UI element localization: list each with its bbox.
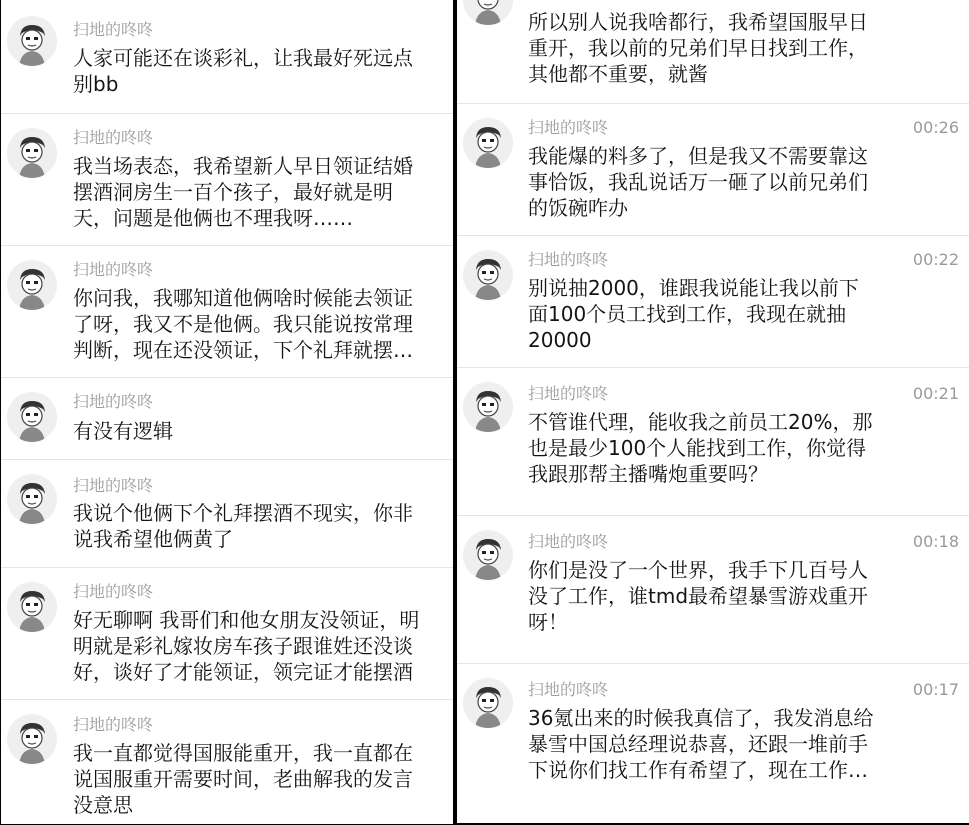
comment-line: 人家可能还在谈彩礼，让我最好死远点 xyxy=(73,46,413,70)
comment-text xyxy=(73,607,419,685)
timestamp: 00:18 xyxy=(912,532,959,551)
user-avatar[interactable] xyxy=(7,392,57,442)
comment-line: 重开，我以前的兄弟们早日找到工作， xyxy=(528,36,868,60)
user-avatar[interactable] xyxy=(7,582,57,632)
comment-line: 20000 xyxy=(528,328,592,352)
username[interactable]: 扫地的咚咚 xyxy=(528,680,609,699)
comment-text xyxy=(73,45,413,97)
comment-item[interactable] xyxy=(457,236,969,368)
comment-item[interactable] xyxy=(1,0,453,114)
comment-line: 下说你们找工作有希望了，现在工作… xyxy=(528,758,868,782)
user-avatar[interactable] xyxy=(463,250,513,300)
comment-text xyxy=(528,9,868,87)
comment-line: 我跟那帮主播嘴炮重要吗？ xyxy=(528,462,768,486)
comment-line: 的饭碗咋办 xyxy=(528,196,628,220)
comment-line: 我说个他俩下个礼拜摆酒不现实，你非 xyxy=(73,501,413,525)
comment-line: 好，谈好了才能领证，领完证才能摆酒 xyxy=(73,660,413,684)
user-avatar[interactable] xyxy=(7,16,57,66)
comment-line: 事恰饭，我乱说话万一砸了以前兄弟们 xyxy=(528,170,868,194)
comment-line: 好无聊啊 我哥们和他女朋友没领证，明 xyxy=(73,608,420,632)
comment-line: 我能爆的料多了，但是我又不需要靠这 xyxy=(528,144,868,168)
username[interactable]: 扫地的咚咚 xyxy=(528,532,609,551)
comment-line: 了呀，我又不是他俩。我只能说按常理 xyxy=(73,312,413,336)
left-comment-panel[interactable] xyxy=(1,0,453,824)
comment-text xyxy=(528,409,872,487)
comment-text xyxy=(73,285,413,363)
user-avatar[interactable] xyxy=(7,128,57,178)
comment-text xyxy=(73,153,413,231)
comment-line: 天，问题是他俩也不理我呀…… xyxy=(73,206,353,230)
comment-line: 36氪出来的时候我真信了，我发消息给 xyxy=(528,706,874,730)
comment-item[interactable] xyxy=(1,568,453,700)
timestamp: 00:26 xyxy=(912,118,959,137)
comment-line: 没意思 xyxy=(73,793,133,817)
user-avatar[interactable] xyxy=(463,0,513,25)
comment-line: 你们是没了一个世界，我手下几百号人 xyxy=(528,558,868,582)
user-avatar[interactable] xyxy=(7,474,57,524)
user-avatar[interactable] xyxy=(7,714,57,764)
comment-item[interactable] xyxy=(457,516,969,664)
comment-line: 面100个员工找到工作，我现在就抽 xyxy=(528,302,847,326)
comment-item[interactable] xyxy=(1,700,453,824)
comment-text xyxy=(528,705,873,783)
username[interactable]: 扫地的咚咚 xyxy=(73,582,154,601)
comment-text xyxy=(528,143,868,221)
comment-line: 说国服重开需要时间，老曲解我的发言 xyxy=(73,767,413,791)
timestamp: 00:21 xyxy=(912,384,959,403)
comment-line: 也是最少100个人能找到工作，你觉得 xyxy=(528,436,867,460)
user-avatar[interactable] xyxy=(463,678,513,728)
comment-line: 我一直都觉得国服能重开，我一直都在 xyxy=(73,741,413,765)
comment-item[interactable] xyxy=(1,378,453,460)
username[interactable]: 扫地的咚咚 xyxy=(528,384,609,403)
comment-item[interactable] xyxy=(1,460,453,568)
comment-line: 摆酒洞房生一百个孩子，最好就是明 xyxy=(73,180,393,204)
comment-item[interactable] xyxy=(1,114,453,246)
username[interactable]: 扫地的咚咚 xyxy=(73,128,154,147)
comment-line: 暴雪中国总经理说恭喜，还跟一堆前手 xyxy=(528,732,868,756)
username[interactable]: 扫地的咚咚 xyxy=(73,476,154,495)
timestamp: 00:17 xyxy=(912,680,959,699)
user-avatar[interactable] xyxy=(463,382,513,432)
username[interactable]: 扫地的咚咚 xyxy=(73,715,154,734)
comment-line: 我当场表态，我希望新人早日领证结婚 xyxy=(73,154,413,178)
username[interactable]: 扫地的咚咚 xyxy=(73,20,154,39)
comment-line: 别bb xyxy=(73,72,119,96)
right-comment-panel[interactable] xyxy=(457,0,969,823)
comment-item[interactable] xyxy=(457,0,969,104)
comment-text xyxy=(528,275,859,353)
timestamp: 00:22 xyxy=(912,250,959,269)
comment-line: 明就是彩礼嫁妆房车孩子跟谁姓还没谈 xyxy=(73,634,413,658)
comment-line: 没了工作，谁tmd最希望暴雪游戏重开 xyxy=(528,584,869,608)
username[interactable]: 扫地的咚咚 xyxy=(73,260,154,279)
comment-line: 不管谁代理，能收我之前员工20%，那 xyxy=(528,410,873,434)
user-avatar[interactable] xyxy=(463,530,513,580)
comment-line: 有没有逻辑 xyxy=(73,419,173,443)
user-avatar[interactable] xyxy=(7,260,57,310)
comment-line: 其他都不重要，就酱 xyxy=(528,62,708,86)
comment-line: 所以别人说我啥都行，我希望国服早日 xyxy=(528,10,868,34)
username[interactable]: 扫地的咚咚 xyxy=(528,118,609,137)
comment-line: 呀！ xyxy=(528,610,568,634)
comment-text xyxy=(73,418,173,444)
user-avatar[interactable] xyxy=(463,118,513,168)
comment-line: 判断，现在还没领证，下个礼拜就摆… xyxy=(73,338,413,362)
comment-text xyxy=(73,740,413,818)
comment-text xyxy=(73,500,413,552)
username[interactable]: 扫地的咚咚 xyxy=(73,392,154,411)
comment-line: 说我希望他俩黄了 xyxy=(73,527,233,551)
comment-text xyxy=(528,557,868,635)
username[interactable]: 扫地的咚咚 xyxy=(528,250,609,269)
comment-item[interactable] xyxy=(457,104,969,236)
comment-item[interactable] xyxy=(1,246,453,378)
comment-line: 别说抽2000，谁跟我说能让我以前下 xyxy=(528,276,859,300)
comment-item[interactable] xyxy=(457,368,969,516)
comment-item[interactable] xyxy=(457,664,969,823)
comment-line: 你问我，我哪知道他俩啥时候能去领证 xyxy=(73,286,413,310)
